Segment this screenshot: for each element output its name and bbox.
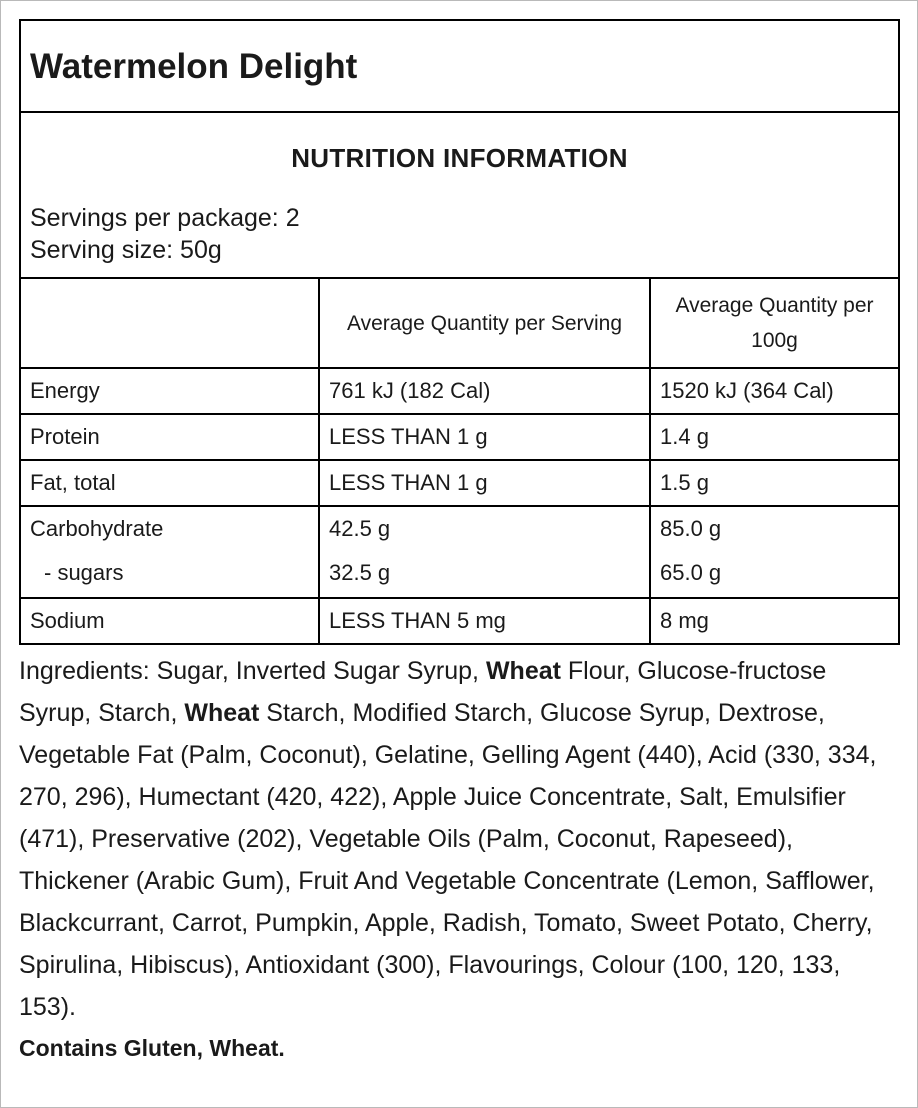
nutrition-table (21, 279, 898, 643)
table-row (21, 414, 898, 460)
ingredients-part: Ingredients: Sugar, Inverted Sugar Syrup, (19, 657, 486, 685)
ingredients-text (19, 650, 904, 1028)
allergen-highlight: Wheat (184, 699, 260, 727)
nutrient-name: Fat, total (21, 460, 319, 506)
nutrition-header (21, 113, 898, 279)
nutrition-panel (19, 19, 900, 645)
per-serving-value: 42.5 g (329, 516, 391, 541)
sub-per-serving-value: 32.5 g (329, 560, 391, 585)
table-row (21, 598, 898, 643)
per-100g-cell (650, 506, 898, 598)
allergen-highlight: Wheat (485, 657, 561, 685)
per-100g-value: 1520 kJ (364 Cal) (650, 368, 898, 414)
nutrient-name-cell (21, 506, 319, 598)
per-serving-value: LESS THAN 1 g (319, 414, 650, 460)
per-100g-value: 1.4 g (650, 414, 898, 460)
serving-info (30, 202, 300, 266)
serving-size: Serving size: 50g (30, 236, 222, 264)
table-header-row (21, 279, 898, 368)
table-row (21, 368, 898, 414)
column-header-per-100g: Average Quantity per 100g (650, 279, 898, 368)
table-row (21, 460, 898, 506)
per-serving-value: LESS THAN 1 g (319, 460, 650, 506)
servings-per-package: Servings per package: 2 (30, 204, 300, 232)
nutrient-name: Sodium (21, 598, 319, 643)
table-row (21, 506, 898, 598)
per-serving-value: 761 kJ (182 Cal) (319, 368, 650, 414)
per-serving-cell (319, 506, 650, 598)
column-header-per-serving: Average Quantity per Serving (319, 279, 650, 368)
sub-nutrient-name: - sugars (44, 560, 124, 585)
allergen-statement: Contains Gluten, Wheat. (19, 1035, 285, 1061)
nutrient-name: Energy (21, 368, 319, 414)
nutrient-name: Carbohydrate (30, 516, 164, 541)
ingredients-part: Flour, Glucose-fructose Syrup, Starch, (19, 657, 827, 727)
per-100g-value: 85.0 g (660, 516, 722, 541)
product-title: Watermelon Delight (21, 21, 898, 113)
column-header-nutrient (21, 279, 319, 368)
per-serving-value: LESS THAN 5 mg (319, 598, 650, 643)
sub-per-100g-value: 65.0 g (660, 560, 722, 585)
ingredients-part: Starch, Modified Starch, Glucose Syrup, Dextrose, Vegetable Fat (Palm, Coconut), Gelatine, Gelling Agent (440), Acid (330, 334, 270, 296), Humectant (420, 422), Apple Juice Concentrate, Salt, Emulsifier (471), Preservative (202), Vegetable Oils (Palm, Coconut, Rapeseed), Thickener (Arabic Gum), Fruit And Vegetable Concentrate (Lemon, Safflower, Blackcurrant, Carrot, Pumpkin, Apple, Radish, Tomato, Sweet Potato, Cherry, Spirulina, Hibiscus), Antioxidant (300), Flavourings, Colour (100, 120, 133, 153). (19, 699, 877, 1021)
nutrition-heading: NUTRITION INFORMATION (291, 143, 628, 173)
per-100g-value: 1.5 g (650, 460, 898, 506)
per-100g-value: 8 mg (650, 598, 898, 643)
nutrient-name: Protein (21, 414, 319, 460)
